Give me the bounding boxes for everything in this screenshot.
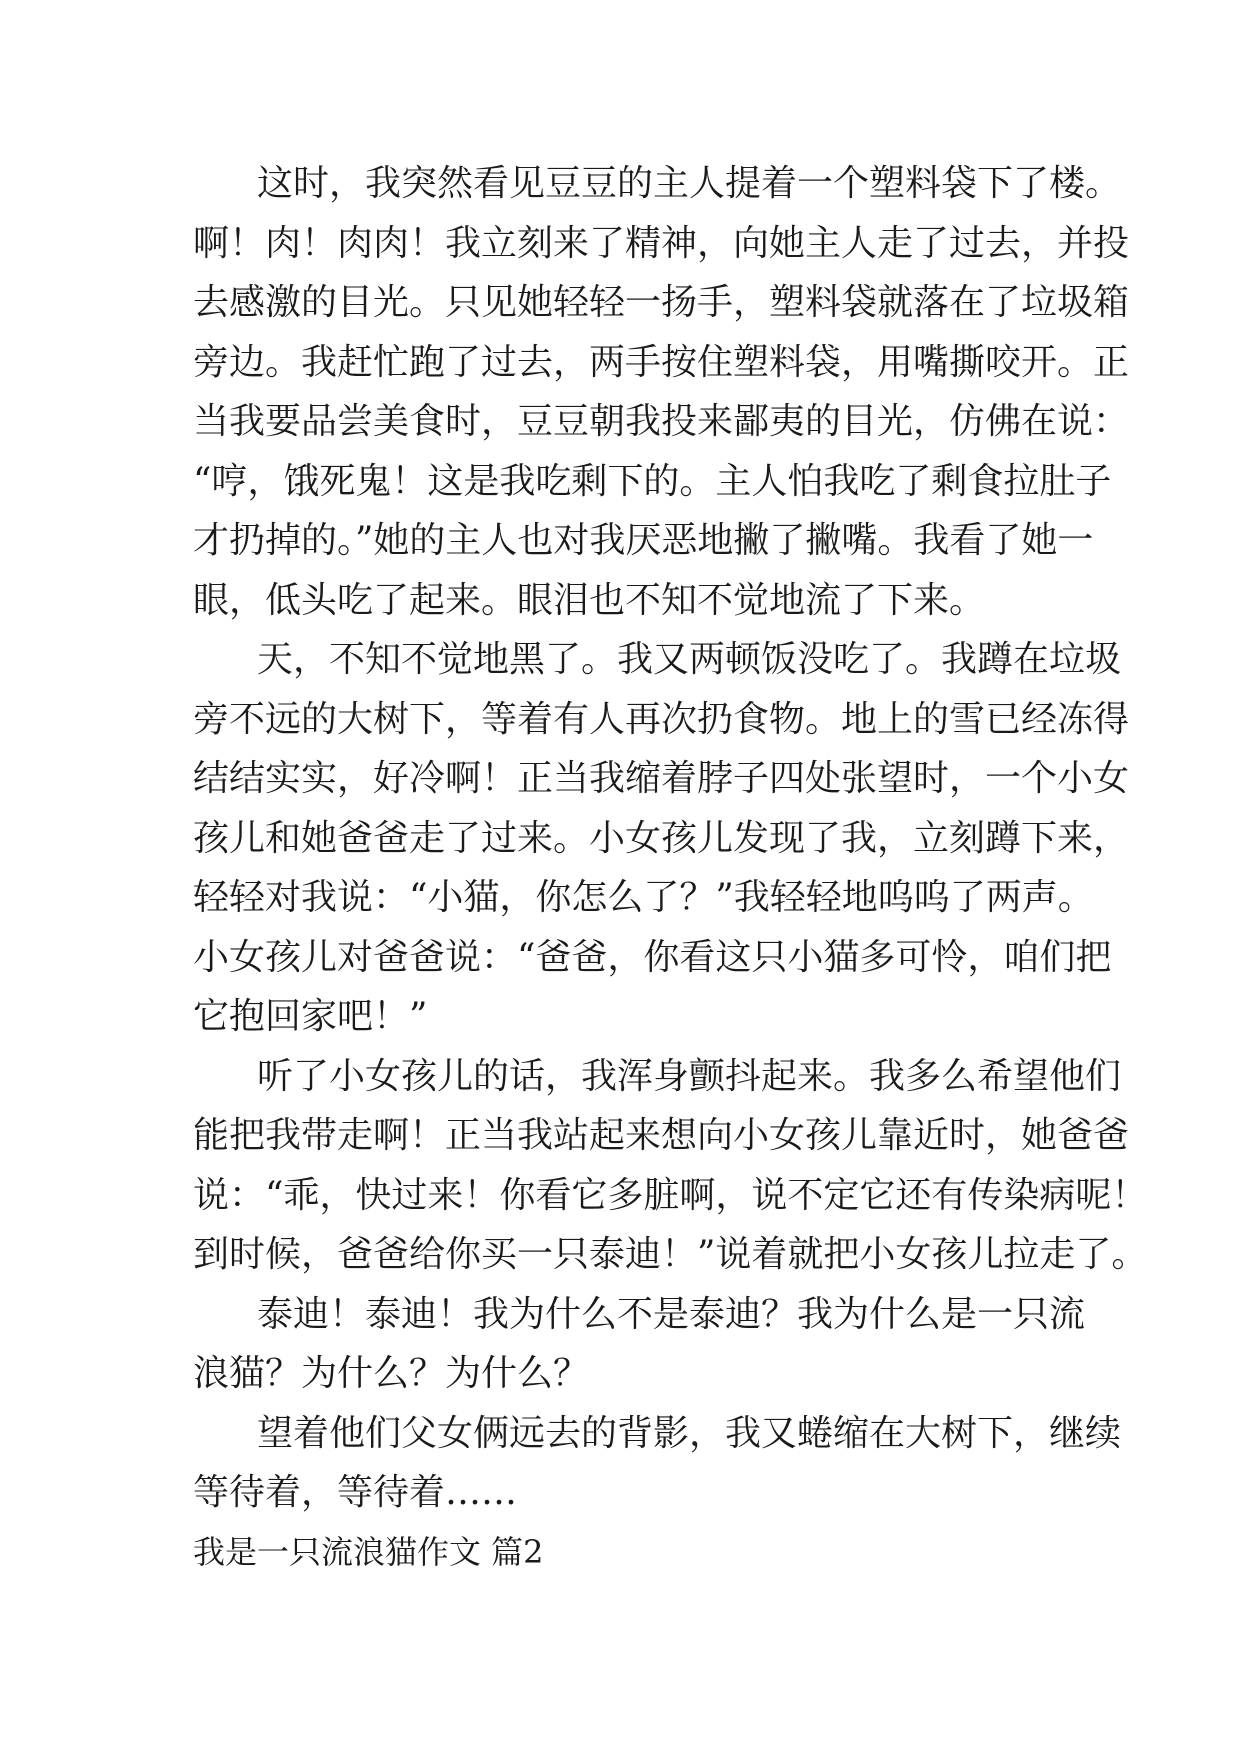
paragraph-line: 去感激的目光。只见她轻轻一扬手，塑料袋就落在了垃圾箱 xyxy=(193,282,1130,323)
paragraph-line: 说：“乖，快过来！你看它多脏啊，说不定它还有传染病呢！ xyxy=(193,1174,1148,1216)
paragraph-line: 到时候，爸爸给你买一只泰迪！”说着就把小女孩儿拉走了。 xyxy=(193,1234,1148,1275)
section-heading: 我是一只流浪猫作文 篇2 xyxy=(193,1532,544,1571)
paragraph-line: 当我要品尝美食时，豆豆朝我投来鄙夷的目光，仿佛在说： xyxy=(193,401,1130,442)
paragraph-line: 望着他们父女俩远去的背影，我又蜷缩在大树下，继续 xyxy=(257,1412,1122,1454)
paragraph-line: 泰迪！泰迪！我为什么不是泰迪？我为什么是一只流 xyxy=(257,1293,1086,1335)
paragraph-line: 轻轻对我说：“小猫，你怎么了？”我轻轻地呜呜了两声。 xyxy=(193,877,1094,918)
paragraph-line: 眼，低头吃了起来。眼泪也不知不觉地流了下来。 xyxy=(193,579,986,621)
paragraph-line: “哼，饿死鬼！这是我吃剩下的。主人怕我吃了剩食拉肚子 xyxy=(193,460,1112,502)
paragraph-line: 浪猫？为什么？为什么？ xyxy=(193,1353,590,1394)
paragraph-line: 旁边。我赶忙跑了过去，两手按住塑料袋，用嘴撕咬开。正 xyxy=(193,341,1130,383)
paragraph-line: 旁不远的大树下，等着有人再次扔食物。地上的雪已经冻得 xyxy=(193,698,1130,740)
paragraph-line: 这时，我突然看见豆豆的主人提着一个塑料袋下了楼。 xyxy=(257,163,1122,204)
paragraph-line: 才扔掉的。”她的主人也对我厌恶地撇了撇嘴。我看了她一 xyxy=(193,520,1094,561)
paragraph-line: 天，不知不觉地黑了。我又两顿饭没吃了。我蹲在垃圾 xyxy=(257,639,1122,680)
paragraph-line: 能把我带走啊！正当我站起来想向小女孩儿靠近时，她爸爸 xyxy=(193,1115,1130,1156)
paragraph-line: 小女孩儿对爸爸说：“爸爸，你看这只小猫多可怜，咱们把 xyxy=(193,936,1112,978)
essay-body xyxy=(193,154,1148,1582)
paragraph-line: 结结实实，好冷啊！正当我缩着脖子四处张望时，一个小女 xyxy=(193,758,1130,799)
paragraph-line: 孩儿和她爸爸走了过来。小女孩儿发现了我，立刻蹲下来， xyxy=(193,817,1130,859)
paragraph-line: 它抱回家吧！” xyxy=(193,996,428,1037)
paragraph-line: 听了小女孩儿的话，我浑身颤抖起来。我多么希望他们 xyxy=(257,1055,1122,1097)
paragraph-line: 啊！肉！肉肉！我立刻来了精神，向她主人走了过去，并投 xyxy=(193,222,1130,264)
paragraph-line: 等待着，等待着…… xyxy=(193,1472,518,1513)
